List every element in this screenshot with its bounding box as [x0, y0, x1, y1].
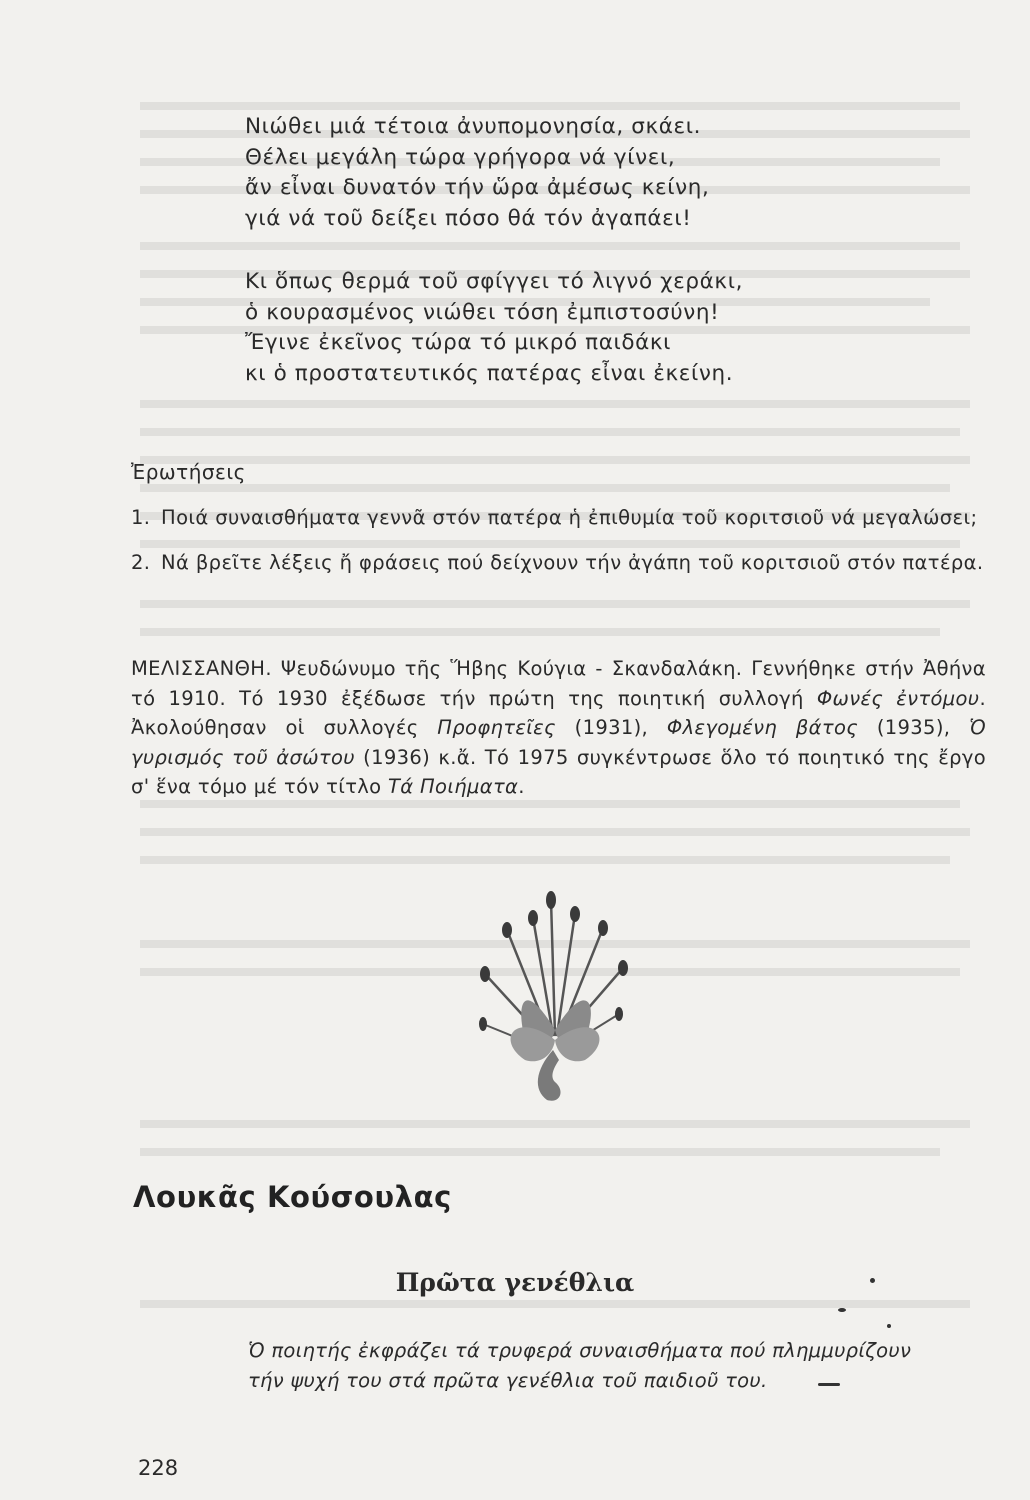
book-title: Ὁ γυρισμός τοῦ ἀσώτου [131, 716, 986, 769]
bio-text: . Ἀκολούθησαν οἱ συλλογές [131, 686, 986, 739]
question-number: 2. [131, 551, 151, 574]
intro-line: τήν ψυχή του στά πρῶτα γενέθλια τοῦ παιδιοῦ του. [248, 1369, 768, 1392]
ink-speck [870, 1278, 875, 1283]
question-item [131, 548, 991, 577]
poem-line: Κι ὅπως θερμά τοῦ σφίγγει τό λιγνό χεράκι, [245, 269, 744, 294]
questions-list [131, 503, 991, 593]
author-name: Λουκᾶς Κούσουλας [133, 1180, 452, 1214]
poem-excerpt [245, 112, 865, 422]
bio-text: . [518, 775, 525, 798]
book-title: Τά Ποιήματα [388, 775, 519, 798]
poem-line: ὁ κουρασμένος νιώθει τόση ἐμπιστοσύνη! [245, 299, 720, 325]
poem-line: γιά νά τοῦ δείξει πόσο θά τόν ἀγαπάει! [245, 205, 692, 231]
poem-line: ἄν εἶναι δυνατόν τήν ὥρα ἀμέσως κείνη, [245, 175, 710, 200]
floral-ornament-icon [455, 890, 645, 1105]
question-text: Ποιά συναισθήματα γεννᾶ στόν πατέρα ἡ ἐπιθυμία τοῦ κοριτσιοῦ νά μεγαλώσει; [161, 506, 978, 529]
author-biography [131, 654, 986, 802]
poem-line: Θέλει μεγάλη τώρα γρήγορα νά γίνει, [245, 144, 676, 170]
questions-heading: Ἐρωτήσεις [131, 460, 246, 484]
intro-line: Ὁ ποιητής ἐκφράζει τά τρυφερά συναισθήματα πού πλημμυρίζουν [248, 1339, 912, 1362]
bio-text: ΜΕΛΙΣΣΑΝΘΗ. Ψευδώνυμο τῆς Ἥβης Κούγια - Σκανδαλάκη. Γεννήθηκε στήν Ἀθήνα τό 1910. Τό 1930 ἐξέδωσε τήν πρώτη της ποιητική συλλογή [131, 657, 986, 710]
poem-stanza-2 [245, 267, 865, 389]
bio-text: (1931), [555, 716, 667, 739]
poem-line: Νιώθει μιά τέτοια ἀνυπομονησία, σκάει. [245, 114, 702, 139]
book-title: Προφητεῖες [437, 716, 556, 739]
poem-introduction [248, 1336, 993, 1396]
ink-speck [838, 1308, 846, 1312]
question-item [131, 503, 991, 532]
question-number: 1. [131, 506, 151, 529]
poem-stanza-1 [245, 112, 865, 234]
poem-line: Ἔγινε ἐκεῖνος τώρα τό μικρό παιδάκι [245, 330, 672, 355]
poem-line: κι ὁ προστατευτικός πατέρας εἶναι ἐκείνη. [245, 360, 734, 386]
poem-title: Πρῶτα γενέθλια [395, 1268, 635, 1297]
bio-text: (1936) κ.ἄ. Τό 1975 συγκέντρωσε ὅλο τό ποιητικό της ἔργο σ' ἕνα τόμο μέ τόν τίτλο [131, 745, 986, 798]
bio-text: (1935), [858, 716, 970, 739]
page-number: 228 [138, 1456, 179, 1480]
book-title: Φλεγομένη βάτος [666, 716, 859, 739]
ink-speck [818, 1383, 840, 1386]
question-text: Νά βρεῖτε λέξεις ἤ φράσεις πού δείχνουν τήν ἀγάπη τοῦ κοριτσιοῦ στόν πατέρα. [161, 551, 984, 574]
book-title: Φωνές ἐντόμου [816, 686, 980, 710]
ink-speck [887, 1324, 891, 1328]
